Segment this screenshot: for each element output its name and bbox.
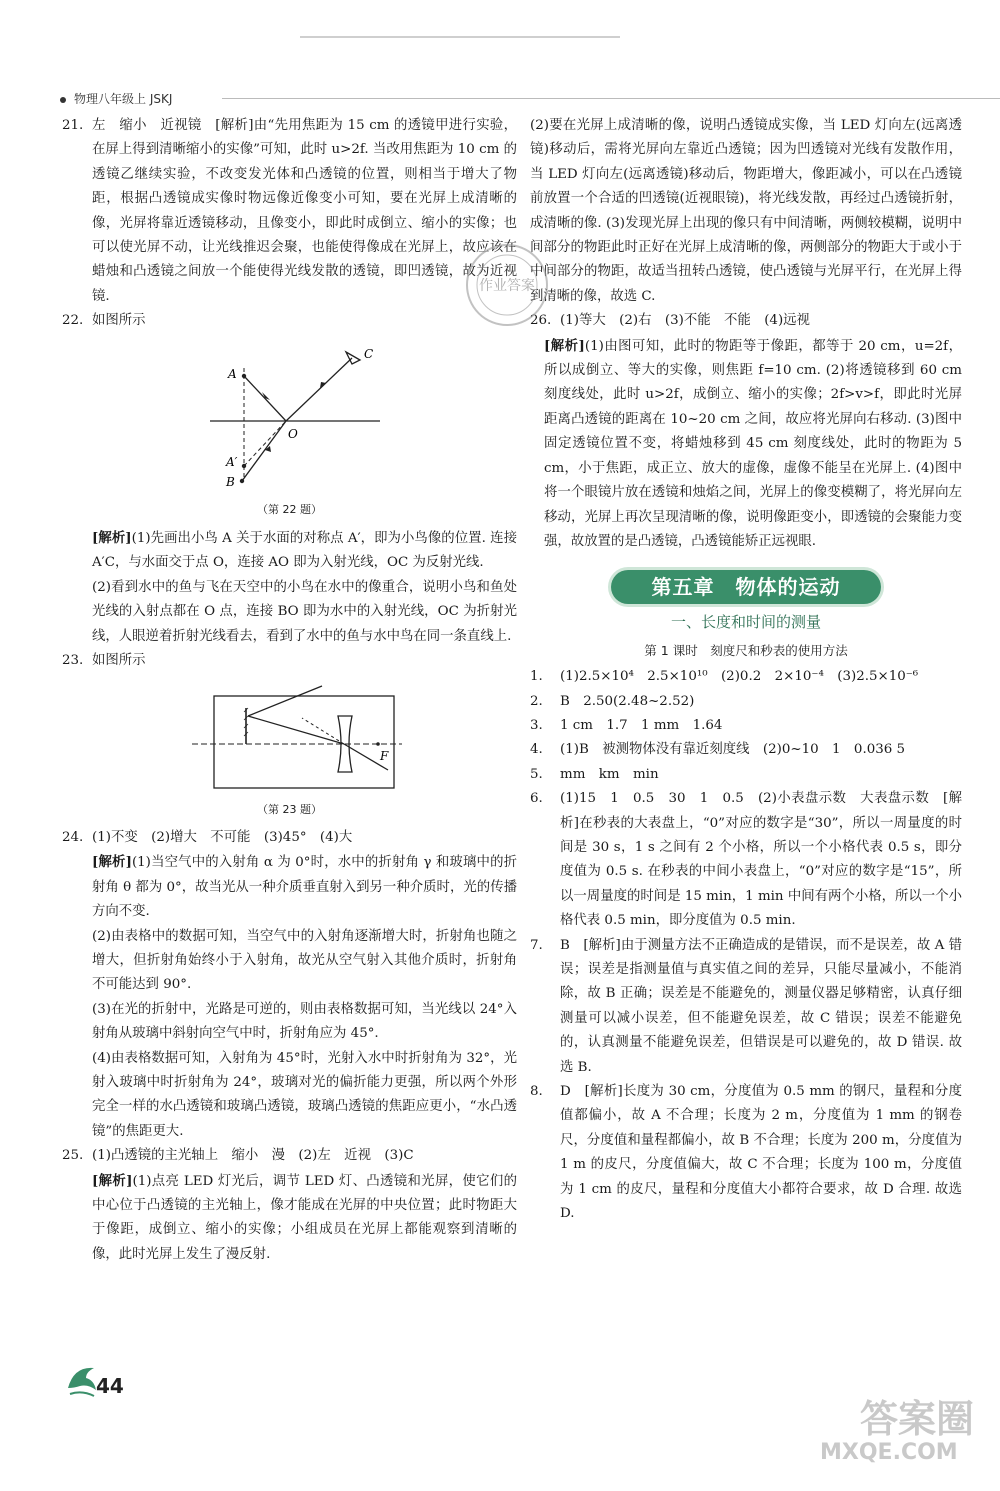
section-title: 一、长度和时间的测量 bbox=[670, 613, 821, 632]
question-22 bbox=[62, 309, 517, 333]
label-B: B bbox=[226, 474, 235, 489]
top-scan-line bbox=[300, 36, 620, 38]
analysis-text: (1)先画出小鸟 A 关于水面的对称点 A′，即为小鸟像的位置. 连接 A′C，与水面交于点 O，连接 AO 即为入射光线，OC 为反射光线. bbox=[92, 531, 518, 571]
question-21 bbox=[62, 114, 517, 309]
answer-text: B [解析]由于测量方法不正确造成的是错误，而不是误差，故 A 错误；误差是指测量值与真实值之间的差异，只能尽量减小，不能消除，故 B 正确；误差是不能避免的，测量仪器足够精密，认真仔细测量可以减小误差，但不能避免误差，故 C 错误；误差不能避免的，认真测量不能避免误差，但错误是可以避免的，故 D 错误. 故选 B. bbox=[560, 937, 962, 1075]
reflected-ray bbox=[248, 716, 344, 744]
answer-number: 5. bbox=[530, 766, 543, 782]
right-column bbox=[530, 114, 962, 1226]
question-answer-text: 左 缩小 近视镜 [解析]由“先用焦距为 15 cm 的透镜甲进行实验，在屏上得到清晰缩小的实像”可知，此时 u>2f. 当改用焦距为 10 cm 的透镜乙继续实验，不改变发光体和凸透镜的位置，则相当于增大了物距，根据凸透镜成实像时物远像近像变小可知，要在光屏上成清晰的像，光屏将靠近透镜移动，且像变小，即此时成倒立、缩小的实像；也可以使光屏不动，让光线推迟会聚，也能使得像成在光屏上，故应该在蜡烛和凸透镜之间放一个能使得光线发散的透镜，即凹透镜，故为近视镜. bbox=[92, 118, 517, 304]
focus-point bbox=[376, 742, 380, 746]
answer-item bbox=[530, 690, 962, 714]
answer-item bbox=[530, 787, 962, 933]
analysis-label: [解析] bbox=[544, 337, 585, 354]
answer-number: 2. bbox=[530, 693, 543, 709]
header-bullet-icon bbox=[60, 97, 66, 103]
q24-analysis-3: (3)在光的折射中，光路是可逆的，则由表格数据可知，当光线以 24°入射角从玻璃中斜射向空气中时，折射角应为 45°. bbox=[92, 1001, 517, 1042]
question-head: (1)凸透镜的主光轴上 缩小 漫 (2)左 近视 (3)C bbox=[92, 1148, 414, 1164]
left-column bbox=[62, 114, 517, 1267]
homework-stamp-icon bbox=[462, 240, 552, 330]
question-head: (1)等大 (2)右 (3)不能 不能 (4)远视 bbox=[560, 313, 810, 329]
analysis-text: (1)点亮 LED 灯光后，调节 LED 灯、凸透镜和光屏，使它们的中心位于凸透镜的主光轴上，像才能成在光屏的中央位置；此时物距大于像距，成倒立、缩小的实像；小组成员在光屏上都能观察到清晰的像，此时光屏上发生了漫反射. bbox=[92, 1173, 517, 1262]
question-number: 21. bbox=[62, 118, 84, 133]
running-header bbox=[60, 90, 960, 106]
reflected-ray-OC bbox=[286, 358, 352, 421]
q24-analysis-2: (2)由表格中的数据可知，当空气中的入射角逐渐增大时，折射角也随之增大，但折射角始终小于入射角，故光从空气射入其他介质时，折射角不可能达到 90°. bbox=[92, 928, 517, 993]
figure-23-caption: （第 23 题） bbox=[257, 802, 322, 816]
question-head: (1)不变 (2)增大 不可能 (3)45° (4)大 bbox=[92, 829, 353, 845]
question-number: 24. bbox=[62, 829, 84, 845]
header-rule bbox=[222, 98, 1000, 99]
watermark-logo: 答案圈 bbox=[860, 1397, 975, 1441]
answer-text: D [解析]长度为 30 cm，分度值为 0.5 mm 的钢尺，量程和分度值都偏小，故 A 不合理；长度为 2 m，分度值为 1 mm 的钢卷尺，分度值和量程都偏小，故 B 不合理；长度为 200 m，分度值为 1 m 的皮尺，分度值偏大，故 C 不合理；长度为 100 m，分度值为 1 cm 的皮尺，量程和分度值大小都符合要求，故 D 合理. 故选 D. bbox=[560, 1084, 962, 1222]
q26-analysis bbox=[530, 334, 962, 555]
answer-number: 4. bbox=[530, 742, 543, 758]
question-number: 22. bbox=[62, 313, 84, 329]
analysis-text: (1)当空气中的入射角 α 为 0°时，水中的折射角 γ 和玻璃中的折射角 θ 都为 0°，故当光从一种介质垂直射入到另一种介质时，光的传播方向不变. bbox=[92, 855, 518, 920]
answer-item bbox=[530, 714, 962, 738]
question-26 bbox=[530, 309, 962, 333]
page-number: 44 bbox=[96, 1374, 124, 1398]
incident-ray-BO bbox=[242, 421, 286, 481]
label-C: C bbox=[364, 346, 374, 361]
question-number: 23. bbox=[62, 653, 84, 669]
question-24 bbox=[62, 826, 517, 850]
answer-item bbox=[530, 763, 962, 787]
dolphin-logo-icon bbox=[64, 1360, 100, 1400]
answer-text: (1)15 1 0.5 30 1 0.5 (2)小表盘示数 大表盘示数 [解析]在秒表的大表盘上，“0”对应的数字是“30”，所以一周量度的时间是 30 s，1 s 之间有 2 个小格，所以一个小格代表 0.5 s，即分度值为 0.5 s. 在秒表的中间小表盘上，“0”对应的数字是“15”，所以一周量度的时间是 15 min，1 min 中间有两个小格，所以一个小格代表 0.5 min，即分度值为 0.5 min. bbox=[560, 791, 962, 929]
incident-ray bbox=[248, 686, 322, 716]
answer-text: (1)2.5×10⁴ 2.5×10¹⁰ (2)0.2 2×10⁻⁴ (3)2.5×10⁻⁶ bbox=[560, 669, 919, 685]
chapter-banner: 第五章 物体的运动 bbox=[611, 570, 881, 604]
question-number: 25. bbox=[62, 1148, 84, 1164]
figure-23-lens-diagram bbox=[62, 678, 517, 798]
answer-text: B 2.50(2.48~2.52) bbox=[560, 693, 695, 709]
lesson-title: 第 1 课时 刻度尺和秒表的使用方法 bbox=[644, 642, 848, 658]
q25-analysis-continued: (2)要在光屏上成清晰的像，说明凸透镜成实像，当 LED 灯向左(远离透镜)移动后，需将光屏向左靠近凸透镜；因为凹透镜对光线有发散作用，当 LED 灯向左(远离透镜)移动后，物距增大，像距减小，可以在凸透镜前放置一个合适的凹透镜(近视眼镜)，将光线发散，再经过凸透镜折射，成清晰的像. (3)发现光屏上出现的像只有中间清晰，两侧较模糊，说明中间部分的物距此时正好在光屏上成清晰的像，两侧部分的物距大于或小于中间部分的物距，故适当扭转凸透镜，使凸透镜与光屏平行，在光屏上得到清晰的像，故选 C. bbox=[530, 118, 962, 304]
answer-text: 1 cm 1.7 1 mm 1.64 bbox=[560, 717, 723, 733]
label-A-prime: A′ bbox=[226, 454, 238, 469]
answer-number: 6. bbox=[530, 791, 543, 807]
question-23 bbox=[62, 649, 517, 673]
header-title: 物理八年级上 JSKJ bbox=[74, 92, 173, 106]
answer-item bbox=[530, 665, 962, 689]
question-number: 26. bbox=[530, 313, 552, 329]
incident-ray-AO bbox=[244, 376, 286, 421]
answer-number: 8. bbox=[530, 1084, 543, 1100]
analysis-label: [解析] bbox=[92, 1172, 133, 1189]
analysis-label: [解析] bbox=[92, 530, 132, 547]
figure-22-reflection-diagram bbox=[62, 338, 517, 498]
analysis-label: [解析] bbox=[92, 854, 132, 871]
answer-text: (1)B 被测物体没有靠近刻度线 (2)0~10 1 0.036 5 bbox=[560, 742, 906, 758]
answer-item bbox=[530, 1080, 962, 1226]
label-A: A bbox=[228, 366, 237, 381]
label-O: O bbox=[288, 426, 298, 441]
box-outline bbox=[214, 696, 394, 788]
extension-line bbox=[302, 718, 344, 744]
answer-number: 3. bbox=[530, 717, 543, 733]
answer-text: mm km min bbox=[560, 766, 659, 782]
arrow-icon bbox=[320, 382, 326, 388]
watermark-url: MXQE.COM bbox=[820, 1440, 958, 1465]
stamp-text: 作业答案 bbox=[479, 278, 535, 294]
question-head: 如图所示 bbox=[92, 653, 146, 669]
q25-analysis-1 bbox=[62, 1169, 517, 1268]
q24-analysis-1 bbox=[62, 850, 517, 924]
q24-analysis-4: (4)由表格数据可知，入射角为 45°时，光射入水中时折射角为 32°，光射入玻璃中时折射角为 24°，玻璃对光的偏折能力更强，所以两个外形完全一样的水凸透镜和玻璃凸透镜，玻璃凸透镜的焦距应更小，“水凸透镜”的焦距更大. bbox=[92, 1050, 517, 1139]
answer-number: 1. bbox=[530, 669, 543, 685]
analysis-text: (1)由图可知，此时的物距等于像距，都等于 20 cm，u=2f，所以成倒立、等大的实像，则焦距 f=10 cm. (2)将透镜移到 60 cm 刻度线处，此时 u>2f，成倒立、缩小的实像；2f>v>f，即此时光屏距离凸透镜的距离在 10~20 cm 之间，故应将光屏向右移动. (3)图中固定透镜位置不变，将蜡烛移到 45 cm 刻度线处，此时的物距为 5 cm，小于焦距，成正立、放大的虚像，虚像不能呈在光屏上. (4)图中将一个眼镜片放在透镜和烛焰之间，光屏上的像变模糊了，将光屏向左移动，光屏上再次呈现清晰的像，说明像距变小，即透镜的会聚能力变强，故放置的是凸透镜，凸透镜能矫正远视眼. bbox=[544, 338, 963, 549]
q22-analysis-2: (2)看到水中的鱼与飞在天空中的小鸟在水中的像重合，说明小鸟和鱼处光线的入射点都在 O 点，连接 BO 即为水中的入射光线，OC 为折射光线，人眼逆着折射光线看去，看到了水中的鱼与水中鸟在同一条直线上. bbox=[92, 579, 517, 644]
label-F: F bbox=[380, 748, 389, 763]
answer-item bbox=[530, 934, 962, 1080]
answer-item bbox=[530, 738, 962, 762]
answer-number: 7. bbox=[530, 937, 543, 953]
figure-22-caption: （第 22 题） bbox=[257, 502, 322, 516]
question-head: 如图所示 bbox=[92, 313, 146, 329]
virtual-ray-A-prime-O bbox=[244, 421, 286, 466]
question-25 bbox=[62, 1144, 517, 1168]
q22-analysis-1 bbox=[62, 526, 517, 576]
